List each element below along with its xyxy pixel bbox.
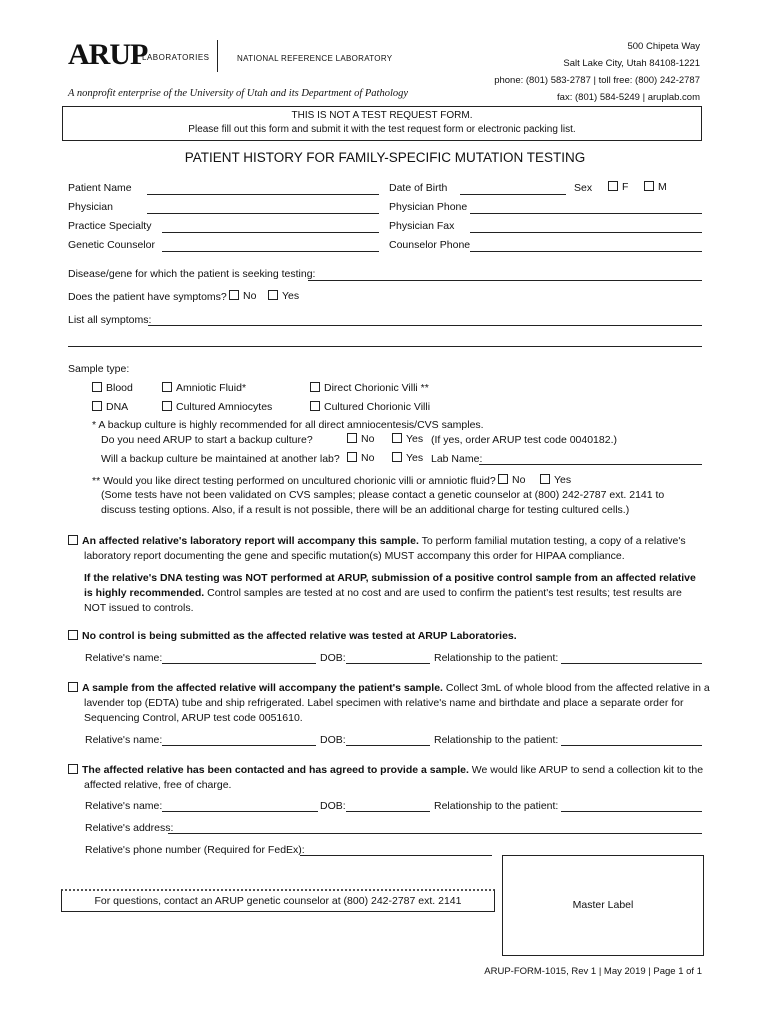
physician-fax-field[interactable] (470, 232, 702, 233)
sample-blood-checkbox[interactable] (92, 382, 102, 392)
symptoms-no-option[interactable] (229, 290, 256, 302)
section-relative-sample-bold: A sample from the affected relative will accompany the patient's sample. (82, 682, 443, 694)
section-report-control (84, 571, 702, 616)
sample-cultured-amniocytes-option[interactable] (162, 401, 272, 413)
disease-gene-label: Disease/gene for which the patient is seeking testing: (68, 268, 316, 280)
tagline: NATIONAL REFERENCE LABORATORY (237, 54, 393, 63)
backup-q1-no-label: No (361, 433, 375, 445)
direct-no-option[interactable] (498, 474, 525, 486)
rel2-dob-field[interactable] (346, 745, 430, 746)
backup-q2: Will a backup culture be maintained at another lab? (101, 453, 340, 465)
page-title: PATIENT HISTORY FOR FAMILY-SPECIFIC MUTATION TESTING (184, 150, 586, 165)
genetic-counselor-field[interactable] (162, 251, 379, 252)
section-report-text: To perform familial mutation testing, a copy of a relative's laboratory report documenting the gene and specific mutation(s) MUST accompany this order for HIPAA compliance. (84, 535, 686, 562)
rel1-relationship-label: Relationship to the patient: (434, 652, 559, 664)
sex-m-option[interactable] (644, 181, 667, 193)
sample-amniotic-option[interactable] (162, 382, 246, 394)
sample-cultured-amniocytes-checkbox[interactable] (162, 401, 172, 411)
section-report-bold-2: If the relative's DNA testing was NOT performed at ARUP, submission of a positive control sample from an affected relative is highly recommended. (84, 572, 696, 599)
master-label-text: Master Label (572, 899, 634, 911)
address-block (494, 38, 700, 106)
patient-name-field[interactable] (147, 194, 379, 195)
rel1-dob-field[interactable] (346, 663, 430, 664)
rel2-name-field[interactable] (162, 745, 316, 746)
symptoms-question: Does the patient have symptoms? (68, 291, 227, 303)
notice-line-1: THIS IS NOT A TEST REQUEST FORM. (291, 110, 473, 121)
backup-q1: Do you need ARUP to start a backup culture? (101, 434, 313, 446)
symptoms-yes-label: Yes (282, 290, 300, 302)
backup-q1-no-checkbox[interactable] (347, 433, 357, 443)
symptoms-yes-checkbox[interactable] (268, 290, 278, 300)
sample-dna-checkbox[interactable] (92, 401, 102, 411)
physician-phone-label: Physician Phone (389, 201, 468, 213)
sample-direct-cvs-checkbox[interactable] (310, 382, 320, 392)
rel3-dob-label: DOB: (320, 800, 346, 812)
direct-yes-label: Yes (554, 474, 572, 486)
sex-m-checkbox[interactable] (644, 181, 654, 191)
rel1-dob-label: DOB: (320, 652, 346, 664)
rel3-dob-field[interactable] (346, 811, 430, 812)
physician-label: Physician (68, 201, 113, 213)
backup-q1-yes-option[interactable] (392, 433, 423, 445)
section-no-control-checkbox[interactable] (68, 630, 78, 640)
sex-f-option[interactable] (608, 181, 628, 193)
direct-yes-checkbox[interactable] (540, 474, 550, 484)
rel3-name-label: Relative's name: (85, 800, 163, 812)
rel1-name-field[interactable] (162, 663, 316, 664)
patient-name-label: Patient Name (68, 182, 132, 194)
logo-divider (217, 40, 218, 72)
direct-no-checkbox[interactable] (498, 474, 508, 484)
backup-q2-yes-option[interactable] (392, 452, 423, 464)
rel3-name-field[interactable] (162, 811, 318, 812)
direct-testing-question: ** Would you like direct testing performed on uncultured chorionic villi or amniotic fluid? (92, 475, 496, 487)
sample-dna-option[interactable] (92, 401, 128, 413)
section-relative-sample[interactable] (68, 681, 718, 726)
backup-note: * A backup culture is highly recommended for all direct amniocentesis/CVS samples. (92, 419, 484, 431)
address-line-3: phone: (801) 583-2787 | toll free: (800) 242-2787 (494, 75, 700, 86)
sample-cultured-cvs-label: Cultured Chorionic Villi (324, 401, 431, 413)
rel3-relationship-label: Relationship to the patient: (434, 800, 559, 812)
lab-name-field[interactable] (479, 464, 702, 465)
physician-fax-label: Physician Fax (389, 220, 455, 232)
sex-m-label: M (658, 181, 667, 193)
arup-logo (68, 38, 228, 72)
backup-q2-yes-label: Yes (406, 452, 424, 464)
symptoms-yes-option[interactable] (268, 290, 299, 302)
list-symptoms-field[interactable] (148, 325, 702, 326)
disease-gene-field[interactable] (308, 280, 702, 281)
practice-specialty-label: Practice Specialty (68, 220, 152, 232)
logo-text: ARUP (68, 38, 148, 71)
address-line-1: 500 Chipeta Way (627, 41, 700, 52)
section-contacted[interactable] (68, 763, 718, 793)
section-relative-sample-text: Collect 3mL of whole blood from the affected relative in a lavender top (EDTA) tube and ship refrigerated. Label specimen with relative's name and birthdate and place a separate order for Sequencing Control, ARUP test code 0051610. (84, 682, 710, 724)
backup-q1-no-option[interactable] (347, 433, 374, 445)
sample-type-label: Sample type: (68, 363, 130, 375)
sample-direct-cvs-option[interactable] (310, 382, 429, 394)
rel3-phone-label: Relative's phone number (Required for FedEx): (85, 844, 305, 856)
sample-blood-label: Blood (106, 382, 133, 394)
counselor-phone-label: Counselor Phone (389, 239, 471, 251)
rel3-address-field[interactable] (168, 833, 702, 834)
sample-amniotic-label: Amniotic Fluid* (176, 382, 247, 394)
dob-label: Date of Birth (389, 182, 448, 194)
rel2-relationship-label: Relationship to the patient: (434, 734, 559, 746)
section-no-control-bold: No control is being submitted as the affected relative was tested at ARUP Laboratories. (82, 630, 517, 642)
rel3-relationship-field[interactable] (561, 811, 702, 812)
backup-q2-yes-checkbox[interactable] (392, 452, 402, 462)
practice-specialty-field[interactable] (162, 232, 379, 233)
counselor-phone-field[interactable] (470, 251, 702, 252)
sample-cultured-amniocytes-label: Cultured Amniocytes (176, 401, 273, 413)
questions-box (61, 889, 495, 912)
questions-text: For questions, contact an ARUP genetic counselor at (800) 242-2787 ext. 2141 (94, 895, 462, 907)
physician-field[interactable] (147, 213, 379, 214)
list-symptoms-field-2[interactable] (68, 346, 702, 347)
symptoms-no-label: No (243, 290, 257, 302)
direct-no-label: No (512, 474, 526, 486)
backup-q2-no-option[interactable] (347, 452, 374, 464)
rel2-name-label: Relative's name: (85, 734, 163, 746)
section-contacted-bold: The affected relative has been contacted and has agreed to provide a sample. (82, 764, 469, 776)
sample-blood-option[interactable] (92, 382, 133, 394)
section-report-text-2: Control samples are tested at no cost and are used to confirm the patient's test results; test results are NOT issued to controls. (84, 587, 682, 614)
sample-cultured-cvs-option[interactable] (310, 401, 430, 413)
sample-dna-label: DNA (106, 401, 129, 413)
dob-field[interactable] (460, 194, 566, 195)
lab-name-label: Lab Name: (431, 453, 483, 465)
backup-q1-yes-label: Yes (406, 433, 424, 445)
backup-q2-no-checkbox[interactable] (347, 452, 357, 462)
backup-q2-no-label: No (361, 452, 375, 464)
section-contacted-checkbox[interactable] (68, 764, 78, 774)
rel2-relationship-field[interactable] (561, 745, 702, 746)
sample-direct-cvs-label: Direct Chorionic Villi ** (324, 382, 429, 394)
rel1-relationship-field[interactable] (561, 663, 702, 664)
section-relative-sample-checkbox[interactable] (68, 682, 78, 692)
rel2-dob-label: DOB: (320, 734, 346, 746)
backup-q1-yes-checkbox[interactable] (392, 433, 402, 443)
rel1-name-label: Relative's name: (85, 652, 163, 664)
sample-cultured-cvs-checkbox[interactable] (310, 401, 320, 411)
sex-label: Sex (574, 182, 593, 194)
symptoms-no-checkbox[interactable] (229, 290, 239, 300)
sample-amniotic-checkbox[interactable] (162, 382, 172, 392)
section-report-checkbox[interactable] (68, 535, 78, 545)
direct-testing-note: (Some tests have not been validated on CVS samples; please contact a genetic counselor at (800) 242-2787 ext. 2141 to discuss testing options. Also, if a result is not possible, there will be an additional charge for testing cultured cells.) (101, 489, 665, 516)
list-symptoms-label: List all symptoms: (68, 314, 152, 326)
subtitle: A nonprofit enterprise of the University of Utah and its Department of Pathology (68, 88, 409, 99)
section-no-control[interactable] (68, 629, 702, 644)
backup-q1-note: (If yes, order ARUP test code 0040182.) (431, 434, 617, 446)
sex-f-label: F (622, 181, 629, 193)
notice-line-2: Please fill out this form and submit it with the test request form or electronic packing list. (188, 124, 576, 135)
master-label-box[interactable] (502, 855, 704, 956)
rel3-address-label: Relative's address: (85, 822, 174, 834)
address-line-4: fax: (801) 584-5249 | aruplab.com (557, 92, 700, 103)
physician-phone-field[interactable] (470, 213, 702, 214)
genetic-counselor-label: Genetic Counselor (68, 239, 155, 251)
form-id: ARUP-FORM-1015, Rev 1 | May 2019 | Page 1 of 1 (484, 966, 702, 977)
section-report-bold: An affected relative's laboratory report will accompany this sample. (82, 535, 419, 547)
address-line-2: Salt Lake City, Utah 84108-1221 (563, 58, 700, 69)
notice-box (62, 106, 702, 141)
section-contacted-text: We would like ARUP to send a collection kit to the affected relative, free of charge. (84, 764, 704, 791)
direct-yes-option[interactable] (540, 474, 571, 486)
rel3-phone-field[interactable] (300, 855, 492, 856)
section-report[interactable] (68, 534, 718, 564)
logo-suffix: LABORATORIES (142, 53, 210, 62)
sex-f-checkbox[interactable] (608, 181, 618, 191)
